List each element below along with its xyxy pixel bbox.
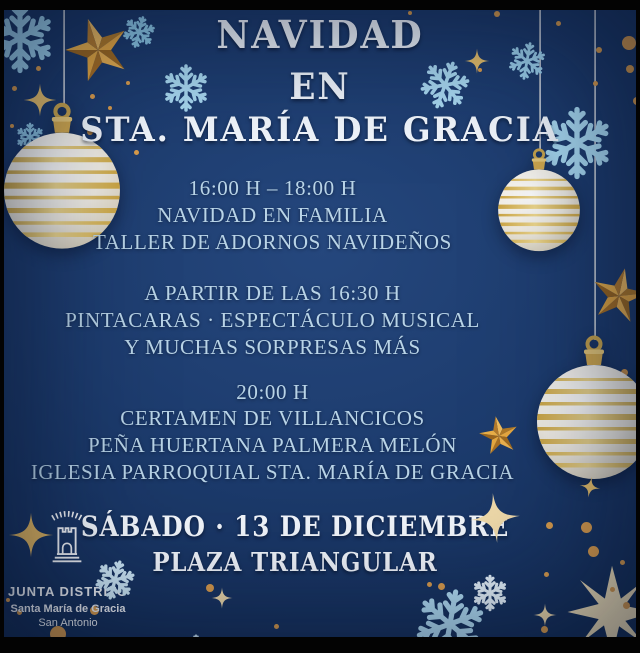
ornament-ball-icon xyxy=(534,334,640,484)
logo-sub-name: San Antonio xyxy=(38,617,98,629)
schedule-2-time: A PARTIR DE LAS 16:30 H xyxy=(144,281,401,305)
gold-dot-icon xyxy=(581,522,592,533)
gold-dot-icon xyxy=(588,546,599,557)
letterbox-top xyxy=(0,0,640,10)
gold-dot-icon xyxy=(541,626,548,633)
gold-dot-icon xyxy=(206,584,214,592)
schedule-3-line4: IGLESIA PARROQUIAL STA. MARÍA DE GRACIA xyxy=(30,460,515,484)
gold-dot-icon xyxy=(427,582,432,587)
schedule-3-time: 20:00 H xyxy=(236,380,309,404)
gold-star-icon xyxy=(582,259,640,333)
gold-dot-icon xyxy=(620,560,625,565)
logo-org-name: JUNTA DISTRITO xyxy=(8,584,128,599)
sparkle-star-icon xyxy=(577,474,602,499)
poster-title-line3: STA. MARÍA DE GRACIA xyxy=(80,110,560,150)
letterbox-left xyxy=(0,0,4,653)
gold-dot-icon xyxy=(623,602,630,609)
logo-district-name: Santa María de Gracia xyxy=(10,603,126,615)
sparkle-star-icon xyxy=(467,490,523,546)
event-date: SÁBADO · 13 DE DICIEMBRE xyxy=(80,510,510,543)
sparkle-star-icon xyxy=(211,587,233,609)
schedule-3-line3: PEÑA HUERTANA PALMERA MELÓN xyxy=(88,433,457,457)
poster-title-line2: EN xyxy=(289,66,351,108)
schedule-1-line3: TALLER DE ADORNOS NAVIDEÑOS xyxy=(93,230,452,254)
gold-dot-icon xyxy=(610,587,615,592)
gold-dot-icon xyxy=(626,65,634,73)
letterbox-right xyxy=(636,0,640,653)
poster-title-line1: NAVIDAD xyxy=(216,12,424,57)
event-place: PLAZA TRIANGULAR xyxy=(152,548,438,578)
schedule-1-line2: NAVIDAD EN FAMILIA xyxy=(157,203,388,227)
gold-dot-icon xyxy=(438,583,445,590)
schedule-2-line2: PINTACARAS · ESPECTÁCULO MUSICAL xyxy=(65,308,480,332)
schedule-1-time: 16:00 H – 18:00 H xyxy=(188,176,357,200)
letterbox-bottom xyxy=(0,637,640,653)
crown-castle-crest-icon xyxy=(44,497,90,581)
schedule-2-line3: Y MUCHAS SORPRESAS MÁS xyxy=(124,335,421,359)
sparkle-star-icon xyxy=(533,603,557,627)
schedule-3-line2: CERTAMEN DE VILLANCICOS xyxy=(120,406,425,430)
gold-dot-icon xyxy=(622,36,636,50)
gold-dot-icon xyxy=(274,624,279,629)
gold-dot-icon xyxy=(134,150,139,155)
